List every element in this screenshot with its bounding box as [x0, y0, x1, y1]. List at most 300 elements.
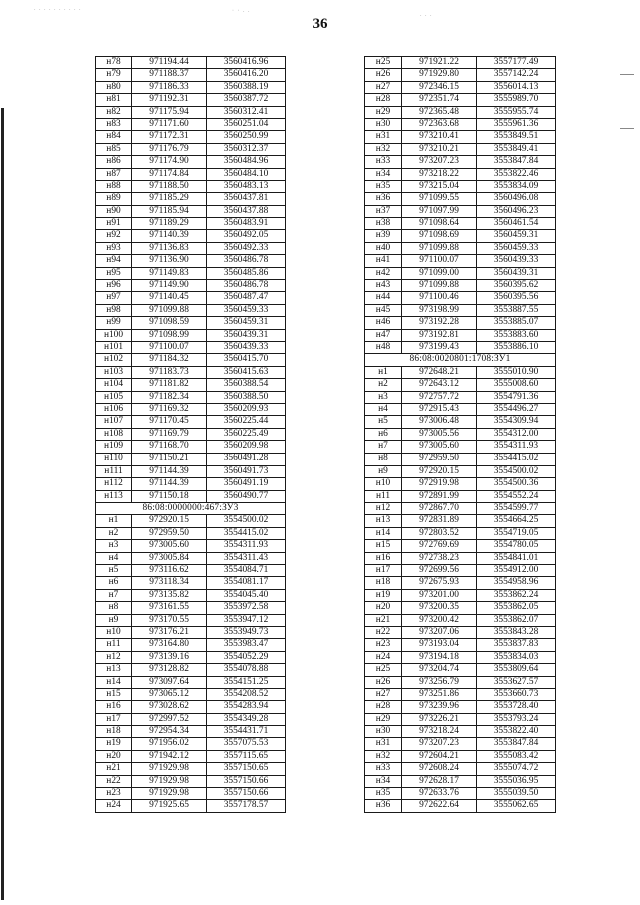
x-coordinate: 972351.74 [402, 94, 477, 106]
table-row [96, 230, 286, 242]
x-coordinate: 971100.07 [132, 341, 207, 353]
x-coordinate: 971956.02 [132, 738, 207, 750]
point-label: н4 [96, 552, 132, 564]
y-coordinate: 3554084.71 [207, 565, 286, 577]
table-row [365, 341, 556, 353]
table-row [365, 118, 556, 130]
y-coordinate: 3555955.74 [477, 106, 556, 118]
y-coordinate: 3555008.60 [477, 379, 556, 391]
point-label: н108 [96, 428, 132, 440]
y-coordinate: 3555074.72 [477, 763, 556, 775]
point-label: н33 [365, 763, 402, 775]
point-label: н36 [365, 193, 402, 205]
y-coordinate: 3557150.65 [207, 763, 286, 775]
x-coordinate: 971098.64 [402, 218, 477, 230]
point-label: н6 [365, 428, 402, 440]
x-coordinate: 971170.45 [132, 416, 207, 428]
x-coordinate: 971183.73 [132, 366, 207, 378]
x-coordinate: 972633.76 [402, 788, 477, 800]
y-coordinate: 3554081.17 [207, 577, 286, 589]
table-row [365, 292, 556, 304]
table-row [365, 465, 556, 477]
y-coordinate: 3560485.86 [207, 267, 286, 279]
x-coordinate: 971174.84 [132, 168, 207, 180]
x-coordinate: 973116.62 [132, 565, 207, 577]
y-coordinate: 3560416.20 [207, 69, 286, 81]
table-row [96, 354, 286, 366]
y-coordinate: 3560492.05 [207, 230, 286, 242]
x-coordinate: 972803.52 [402, 527, 477, 539]
x-coordinate: 973207.06 [402, 626, 477, 638]
y-coordinate: 3553834.03 [477, 651, 556, 663]
y-coordinate: 3553822.40 [477, 726, 556, 738]
x-coordinate: 973128.82 [132, 664, 207, 676]
point-label: н41 [365, 255, 402, 267]
table-row [365, 614, 556, 626]
section-row [96, 503, 286, 515]
x-coordinate: 972675.93 [402, 577, 477, 589]
x-coordinate: 973199.43 [402, 341, 477, 353]
y-coordinate: 3557177.49 [477, 57, 556, 69]
point-label: н88 [96, 180, 132, 192]
point-label: н81 [96, 94, 132, 106]
x-coordinate: 973028.62 [132, 701, 207, 713]
point-label: н29 [365, 713, 402, 725]
x-coordinate: 973118.34 [132, 577, 207, 589]
y-coordinate: 3553862.07 [477, 614, 556, 626]
table-row [365, 280, 556, 292]
y-coordinate: 3560439.33 [207, 341, 286, 353]
point-label: н15 [96, 688, 132, 700]
x-coordinate: 971942.12 [132, 750, 207, 762]
y-coordinate: 3553837.83 [477, 639, 556, 651]
point-label: н43 [365, 280, 402, 292]
x-coordinate: 973176.21 [132, 626, 207, 638]
y-coordinate: 3560437.81 [207, 193, 286, 205]
y-coordinate: 3553886.10 [477, 341, 556, 353]
point-label: н45 [365, 304, 402, 316]
y-coordinate: 3560491.73 [207, 465, 286, 477]
x-coordinate: 972622.64 [402, 800, 477, 812]
table-row [365, 304, 556, 316]
table-row [96, 763, 286, 775]
x-coordinate: 971929.98 [132, 763, 207, 775]
table-row [365, 379, 556, 391]
x-coordinate: 973215.04 [402, 180, 477, 192]
y-coordinate: 3560491.28 [207, 453, 286, 465]
y-coordinate: 3560459.33 [207, 304, 286, 316]
point-label: н28 [365, 701, 402, 713]
table-row [365, 503, 556, 515]
x-coordinate: 971100.07 [402, 255, 477, 267]
table-row [96, 552, 286, 564]
x-coordinate: 973161.55 [132, 602, 207, 614]
point-label: н13 [365, 515, 402, 527]
x-coordinate: 971929.98 [132, 775, 207, 787]
y-coordinate: 3560487.47 [207, 292, 286, 304]
point-label: н95 [96, 267, 132, 279]
y-coordinate: 3560312.37 [207, 143, 286, 155]
x-coordinate: 972608.24 [402, 763, 477, 775]
point-label: н11 [96, 639, 132, 651]
x-coordinate: 973006.48 [402, 416, 477, 428]
point-label: н20 [96, 750, 132, 762]
y-coordinate: 3560439.33 [477, 255, 556, 267]
y-coordinate: 3555039.50 [477, 788, 556, 800]
x-coordinate: 971099.88 [132, 304, 207, 316]
table-row [96, 453, 286, 465]
table-row [365, 713, 556, 725]
x-coordinate: 973218.24 [402, 726, 477, 738]
y-coordinate: 3560459.31 [477, 230, 556, 242]
y-coordinate: 3557178.57 [207, 800, 286, 812]
table-row [96, 416, 286, 428]
y-coordinate: 3555989.70 [477, 94, 556, 106]
point-label: н15 [365, 540, 402, 552]
x-coordinate: 971175.94 [132, 106, 207, 118]
point-label: н83 [96, 118, 132, 130]
y-coordinate: 3553847.84 [477, 156, 556, 168]
point-label: н13 [96, 664, 132, 676]
table-row [96, 131, 286, 143]
table-row [96, 738, 286, 750]
y-coordinate: 3554078.88 [207, 664, 286, 676]
table-row [96, 57, 286, 69]
table-row [365, 81, 556, 93]
y-coordinate: 3553843.28 [477, 626, 556, 638]
point-label: н4 [365, 403, 402, 415]
table-row [365, 416, 556, 428]
point-label: н104 [96, 379, 132, 391]
point-label: н40 [365, 242, 402, 254]
point-label: н39 [365, 230, 402, 242]
table-row [365, 106, 556, 118]
point-label: н26 [365, 676, 402, 688]
table-row [365, 565, 556, 577]
x-coordinate: 971186.33 [132, 81, 207, 93]
x-coordinate: 971149.90 [132, 280, 207, 292]
table-row [365, 391, 556, 403]
point-label: н3 [365, 391, 402, 403]
y-coordinate: 3560437.88 [207, 205, 286, 217]
table-row [365, 726, 556, 738]
y-coordinate: 3560395.56 [477, 292, 556, 304]
point-label: н19 [365, 589, 402, 601]
table-row [365, 515, 556, 527]
y-coordinate: 3560225.44 [207, 416, 286, 428]
table-row [96, 118, 286, 130]
x-coordinate: 973200.42 [402, 614, 477, 626]
table-row [365, 317, 556, 329]
table-row [96, 304, 286, 316]
y-coordinate: 3553822.46 [477, 168, 556, 180]
y-coordinate: 3557150.66 [207, 788, 286, 800]
table-row [96, 143, 286, 155]
table-row [365, 552, 556, 564]
table-row [96, 218, 286, 230]
table-row [365, 639, 556, 651]
x-coordinate: 971189.29 [132, 218, 207, 230]
x-coordinate: 971188.37 [132, 69, 207, 81]
point-label: н97 [96, 292, 132, 304]
x-coordinate: 973005.56 [402, 428, 477, 440]
point-label: н106 [96, 403, 132, 415]
point-label: н100 [96, 329, 132, 341]
point-label: н6 [96, 577, 132, 589]
point-label: н2 [96, 527, 132, 539]
y-coordinate: 3553949.73 [207, 626, 286, 638]
table-row [96, 366, 286, 378]
table-row [96, 156, 286, 168]
point-label: н31 [365, 131, 402, 143]
x-coordinate: 973065.12 [132, 688, 207, 700]
point-label: н7 [96, 589, 132, 601]
y-coordinate: 3556014.13 [477, 81, 556, 93]
y-coordinate: 3554283.94 [207, 701, 286, 713]
y-coordinate: 3560395.62 [477, 280, 556, 292]
point-label: н29 [365, 106, 402, 118]
table-row [365, 69, 556, 81]
table-row [96, 465, 286, 477]
table-row [96, 94, 286, 106]
point-label: н21 [96, 763, 132, 775]
y-coordinate: 3553887.55 [477, 304, 556, 316]
y-coordinate: 3553849.41 [477, 143, 556, 155]
point-label: н11 [365, 490, 402, 502]
point-label: н24 [96, 800, 132, 812]
point-label: н1 [96, 515, 132, 527]
x-coordinate: 971099.55 [402, 193, 477, 205]
table-row [365, 701, 556, 713]
table-row [365, 143, 556, 155]
x-coordinate: 973200.35 [402, 602, 477, 614]
y-coordinate: 3560439.31 [207, 329, 286, 341]
x-coordinate: 971169.32 [132, 403, 207, 415]
y-coordinate: 3553849.51 [477, 131, 556, 143]
y-coordinate: 3554415.02 [207, 527, 286, 539]
x-coordinate: 971097.99 [402, 205, 477, 217]
x-coordinate: 973164.80 [132, 639, 207, 651]
table-row [96, 664, 286, 676]
point-label: н3 [96, 540, 132, 552]
x-coordinate: 971188.50 [132, 180, 207, 192]
table-row [96, 614, 286, 626]
section-row [365, 354, 556, 366]
point-label: н101 [96, 341, 132, 353]
y-coordinate: 3553660.73 [477, 688, 556, 700]
point-label: н98 [96, 304, 132, 316]
point-label: н38 [365, 218, 402, 230]
x-coordinate: 972738.23 [402, 552, 477, 564]
point-label: н90 [96, 205, 132, 217]
y-coordinate: 3560388.50 [207, 391, 286, 403]
table-row [365, 255, 556, 267]
x-coordinate: 972346.15 [402, 81, 477, 93]
x-coordinate: 972959.50 [132, 527, 207, 539]
y-coordinate: 3560387.72 [207, 94, 286, 106]
x-coordinate: 971929.80 [402, 69, 477, 81]
y-coordinate: 3560416.96 [207, 57, 286, 69]
x-coordinate: 973210.21 [402, 143, 477, 155]
table-row [96, 651, 286, 663]
table-row [96, 329, 286, 341]
x-coordinate: 973218.22 [402, 168, 477, 180]
y-coordinate: 3560439.31 [477, 267, 556, 279]
point-label: н25 [365, 664, 402, 676]
point-label: н1 [365, 366, 402, 378]
y-coordinate: 3560388.54 [207, 379, 286, 391]
y-coordinate: 3560484.96 [207, 156, 286, 168]
y-coordinate: 3555062.65 [477, 800, 556, 812]
point-label: н30 [365, 726, 402, 738]
point-label: н110 [96, 453, 132, 465]
table-row [96, 589, 286, 601]
x-coordinate: 973192.28 [402, 317, 477, 329]
scan-mark [620, 128, 634, 129]
table-row [96, 317, 286, 329]
point-label: н28 [365, 94, 402, 106]
point-label: н89 [96, 193, 132, 205]
point-label: н16 [96, 701, 132, 713]
table-row [365, 441, 556, 453]
point-label: н17 [365, 565, 402, 577]
table-row [365, 131, 556, 143]
y-coordinate: 3553862.24 [477, 589, 556, 601]
y-coordinate: 3560486.78 [207, 280, 286, 292]
table-row [365, 156, 556, 168]
y-coordinate: 3553627.57 [477, 676, 556, 688]
table-row [96, 565, 286, 577]
coordinates-table-left [95, 56, 286, 813]
y-coordinate: 3553862.05 [477, 602, 556, 614]
x-coordinate: 973207.23 [402, 738, 477, 750]
x-coordinate: 971144.39 [132, 478, 207, 490]
point-label: н20 [365, 602, 402, 614]
y-coordinate: 3554415.02 [477, 453, 556, 465]
x-coordinate: 972365.48 [402, 106, 477, 118]
point-label: н35 [365, 180, 402, 192]
x-coordinate: 971140.45 [132, 292, 207, 304]
point-label: н9 [365, 465, 402, 477]
table-row [365, 800, 556, 812]
page-number: 36 [312, 16, 328, 32]
y-coordinate: 3554311.43 [207, 552, 286, 564]
y-coordinate: 3555961.36 [477, 118, 556, 130]
y-coordinate: 3560496.08 [477, 193, 556, 205]
point-label: н22 [96, 775, 132, 787]
x-coordinate: 973005.60 [402, 441, 477, 453]
point-label: н30 [365, 118, 402, 130]
x-coordinate: 971184.32 [132, 354, 207, 366]
table-row [365, 453, 556, 465]
table-row [96, 800, 286, 812]
point-label: н23 [365, 639, 402, 651]
x-coordinate: 972628.17 [402, 775, 477, 787]
y-coordinate: 3560251.04 [207, 118, 286, 130]
table-row [96, 391, 286, 403]
table-row [96, 750, 286, 762]
y-coordinate: 3553885.07 [477, 317, 556, 329]
y-coordinate: 3554309.94 [477, 416, 556, 428]
y-coordinate: 3560388.19 [207, 81, 286, 93]
table-row [96, 428, 286, 440]
point-label: н96 [96, 280, 132, 292]
y-coordinate: 3554311.93 [207, 540, 286, 552]
y-coordinate: 3560415.63 [207, 366, 286, 378]
x-coordinate: 972920.15 [132, 515, 207, 527]
x-coordinate: 972363.68 [402, 118, 477, 130]
y-coordinate: 3553983.47 [207, 639, 286, 651]
table-row [365, 664, 556, 676]
x-coordinate: 972648.21 [402, 366, 477, 378]
table-row [365, 763, 556, 775]
x-coordinate: 973251.86 [402, 688, 477, 700]
table-row [365, 267, 556, 279]
x-coordinate: 973207.23 [402, 156, 477, 168]
table-row [365, 738, 556, 750]
point-label: н37 [365, 205, 402, 217]
table-row [96, 726, 286, 738]
point-label: н5 [365, 416, 402, 428]
x-coordinate: 973256.79 [402, 676, 477, 688]
x-coordinate: 971921.22 [402, 57, 477, 69]
point-label: н34 [365, 168, 402, 180]
table-row [365, 403, 556, 415]
y-coordinate: 3560461.54 [477, 218, 556, 230]
y-coordinate: 3560483.91 [207, 218, 286, 230]
y-coordinate: 3557075.53 [207, 738, 286, 750]
y-coordinate: 3560312.41 [207, 106, 286, 118]
point-label: н7 [365, 441, 402, 453]
y-coordinate: 3560459.31 [207, 317, 286, 329]
table-row [96, 639, 286, 651]
y-coordinate: 3555036.95 [477, 775, 556, 787]
y-coordinate: 3554500.02 [207, 515, 286, 527]
point-label: н12 [365, 503, 402, 515]
x-coordinate: 973210.41 [402, 131, 477, 143]
table-row [365, 180, 556, 192]
x-coordinate: 971136.90 [132, 255, 207, 267]
table-row [96, 280, 286, 292]
point-label: н44 [365, 292, 402, 304]
table-row [365, 94, 556, 106]
point-label: н82 [96, 106, 132, 118]
table-row [365, 577, 556, 589]
point-label: н8 [365, 453, 402, 465]
table-row [96, 478, 286, 490]
table-row [96, 379, 286, 391]
table-row [365, 329, 556, 341]
point-label: н14 [96, 676, 132, 688]
x-coordinate: 972919.98 [402, 478, 477, 490]
scan-noise: . . . [420, 12, 433, 18]
point-label: н87 [96, 168, 132, 180]
table-row [96, 205, 286, 217]
point-label: н18 [365, 577, 402, 589]
point-label: н22 [365, 626, 402, 638]
y-coordinate: 3560484.10 [207, 168, 286, 180]
x-coordinate: 971098.99 [132, 329, 207, 341]
table-row [96, 69, 286, 81]
y-coordinate: 3560459.33 [477, 242, 556, 254]
x-coordinate: 973170.55 [132, 614, 207, 626]
point-label: н86 [96, 156, 132, 168]
x-coordinate: 973198.99 [402, 304, 477, 316]
table-row [365, 688, 556, 700]
x-coordinate: 971171.60 [132, 118, 207, 130]
table-row [96, 441, 286, 453]
point-label: н107 [96, 416, 132, 428]
